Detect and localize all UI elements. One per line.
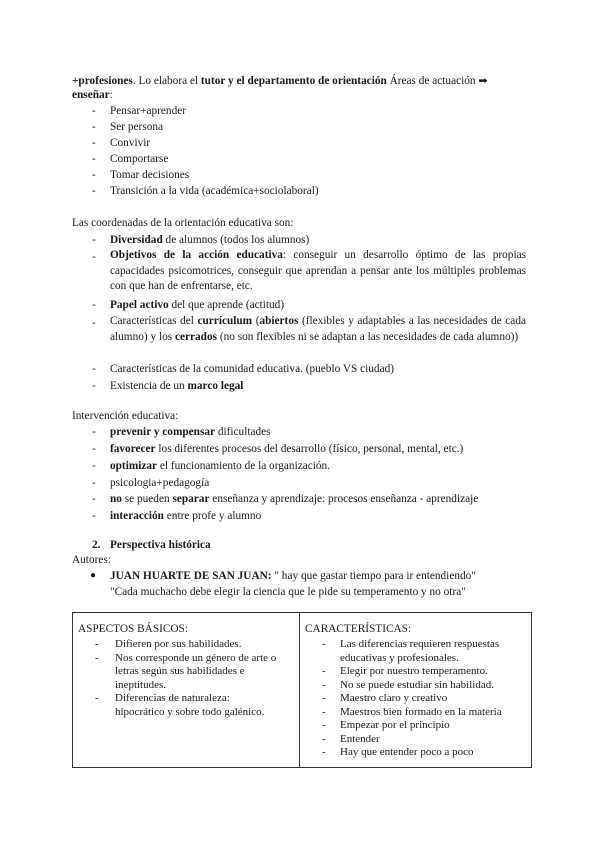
- list-dash: -: [92, 299, 96, 311]
- list-dash: -: [322, 705, 326, 718]
- intro-line-2: [72, 88, 113, 102]
- table-cell-line: letras según sus habilidades e: [115, 665, 245, 677]
- list-item: Tomar decisiones: [110, 169, 190, 181]
- coords-item-curriculum: [110, 314, 526, 345]
- authors-label: Autores:: [72, 554, 111, 566]
- comparison-table: [72, 612, 532, 768]
- coords-item-objetivos: [110, 248, 526, 295]
- section-number: [92, 538, 100, 552]
- bold-term: optimizar: [110, 460, 158, 472]
- table-column-caracteristicas: [300, 613, 531, 767]
- list-item: Pensar+aprender: [110, 105, 187, 117]
- item-text: el funcionamiento de la organización.: [157, 460, 331, 472]
- bold-term: prevenir y compensar: [110, 426, 216, 438]
- intro-colon: :: [109, 89, 113, 101]
- list-dash: -: [92, 510, 96, 522]
- item-text: (: [252, 315, 260, 327]
- item-text: Características del: [110, 315, 198, 327]
- intro-line: [72, 74, 488, 88]
- intervention-item: psicologia+pedagogía: [110, 477, 210, 489]
- intro-text: . Lo elabora el: [132, 75, 201, 87]
- intervention-item: [110, 509, 261, 523]
- intervention-heading: Intervención educativa:: [72, 410, 179, 422]
- bold-term: separar: [172, 493, 210, 505]
- bold-term: cerrados: [174, 330, 217, 343]
- list-dash: -: [92, 105, 96, 117]
- author-quote-2: "Cada muchacho debe elegir la ciencia que le pide su temperamento y no otra": [110, 586, 466, 598]
- bold-term: no: [110, 493, 122, 505]
- coords-item-papel: [110, 298, 284, 312]
- table-column-aspectos: [73, 613, 300, 767]
- list-dash: -: [92, 169, 96, 181]
- table-cell-line: Elegir por nuestro temperamento.: [340, 665, 488, 677]
- coords-item-comunidad: Características de la comunidad educativa. (pueblo VS ciudad): [110, 363, 394, 375]
- table-cell-line: hipocrático y sobre todo galénico.: [115, 705, 265, 718]
- coords-item-marco: [110, 379, 243, 393]
- bold-term: currículum: [197, 315, 253, 327]
- table-cell-line: Entender: [340, 732, 380, 745]
- list-dash: -: [92, 426, 96, 438]
- section-number-text: 2.: [92, 539, 101, 551]
- item-text: se pueden: [121, 493, 173, 505]
- list-dash: -: [92, 153, 96, 165]
- section-title: [110, 538, 211, 552]
- table-cell-line: Diferencias de naturaleza:: [115, 692, 230, 704]
- item-text: de alumnos (todos los alumnos): [162, 234, 310, 246]
- table-cell-line: Hay que entender poco a poco: [340, 746, 474, 758]
- list-dash: -: [92, 121, 96, 133]
- intro-bold-ensenar: enseñar: [72, 89, 110, 101]
- list-dash: -: [322, 732, 326, 745]
- intro-bold-profesiones: +profesiones: [72, 75, 133, 87]
- intervention-item: [110, 442, 463, 456]
- item-text: : conseguir un desarrollo óptimo de las propias capacidades psicomotrices, conseguir que aprendan a pensar ante los múltiples problemas con que han de enfrentarse, etc.: [110, 249, 526, 292]
- list-dash: -: [92, 380, 96, 392]
- author-quote-1: " hay que gastar tiempo para ir entendiendo": [271, 570, 476, 582]
- table-cell-line: Las diferencias requieren respuestas: [340, 638, 500, 650]
- bold-term: interacción: [110, 510, 164, 522]
- list-dash: -: [322, 638, 326, 650]
- intro-areas-text: Áreas de actuación: [386, 75, 479, 87]
- coords-item-diversidad: [110, 233, 309, 247]
- item-text: del que aprende (actitud): [168, 299, 285, 311]
- list-dash: -: [92, 460, 96, 472]
- list-dash: -: [92, 493, 96, 505]
- section-title-text: Perspectiva histórica: [110, 539, 211, 551]
- list-dash: -: [92, 185, 96, 197]
- list-dash: -: [322, 746, 326, 758]
- list-dash: -: [92, 234, 96, 246]
- item-text: dificultades: [215, 426, 271, 438]
- bold-term: Objetivos de la acción educativa: [110, 249, 283, 261]
- list-dash: -: [95, 638, 99, 650]
- bold-term: Papel activo: [110, 299, 169, 311]
- list-dash: -: [92, 443, 96, 455]
- table-header-caracteristicas: CARACTERÍSTICAS:: [305, 623, 412, 635]
- intervention-item: [110, 492, 478, 506]
- table-cell-line: Difieren por sus habilidades.: [115, 638, 242, 650]
- intro-bold-tutor: tutor y el departamento de orientación: [200, 75, 387, 87]
- list-dash: -: [92, 477, 96, 489]
- list-item: Ser persona: [110, 121, 164, 133]
- table-cell-line: Maestro claro y creativo: [340, 692, 448, 704]
- list-dash: -: [322, 665, 326, 677]
- table-cell-line: Maestros bien formado en la materia: [340, 705, 502, 718]
- item-text: (no son flexibles ni se adaptan a las necesidades de cada alumno)): [217, 330, 519, 343]
- list-dash: -: [322, 719, 326, 731]
- table-cell-line: Empezar por el principio: [340, 719, 450, 731]
- list-dash: -: [322, 678, 326, 691]
- list-dash: -: [95, 692, 99, 704]
- table-header-aspectos: ASPECTOS BÁSICOS:: [78, 623, 188, 635]
- arrow-right-icon: ➡: [478, 74, 488, 87]
- coords-heading: Las coordenadas de la orientación educativa son:: [72, 217, 294, 229]
- bullet-icon: ●: [90, 570, 97, 581]
- intervention-item: [110, 459, 330, 473]
- list-dash: -: [92, 317, 96, 329]
- author-name: JUAN HUARTE DE SAN JUAN:: [110, 570, 272, 582]
- author-line: [110, 569, 476, 583]
- bold-term: Diversidad: [110, 234, 163, 246]
- table-cell-line: Nos corresponde un género de arte o: [115, 651, 277, 664]
- list-item: Transición a la vida (académica+sociolaboral): [110, 185, 319, 197]
- table-cell-line: No se puede estudiar sin habilidad.: [340, 678, 494, 691]
- list-dash: -: [92, 137, 96, 149]
- table-cell-line: ineptitudes.: [115, 678, 167, 691]
- item-text: (flexibles y adaptables a las necesidades de cada alumno) y los: [110, 315, 526, 343]
- bold-term: abiertos: [259, 315, 299, 327]
- item-text: Existencia de un: [110, 380, 188, 392]
- bold-term: marco legal: [187, 380, 244, 392]
- bold-term: favorecer: [110, 443, 156, 455]
- list-dash: -: [322, 692, 326, 704]
- intervention-item: [110, 425, 271, 439]
- list-item: Convivir: [110, 137, 151, 149]
- item-text: entre profe y alumno: [163, 510, 262, 522]
- list-dash: -: [92, 363, 96, 375]
- list-dash: -: [95, 651, 99, 664]
- item-text: enseñanza y aprendizaje: procesos enseñanza - aprendizaje: [209, 493, 479, 505]
- table-cell-line: educativas y profesionales.: [340, 651, 459, 664]
- item-text: los diferentes procesos del desarrollo (físico, personal, mental, etc.): [155, 443, 464, 455]
- list-dash: -: [92, 251, 96, 263]
- list-item: Comportarse: [110, 153, 169, 165]
